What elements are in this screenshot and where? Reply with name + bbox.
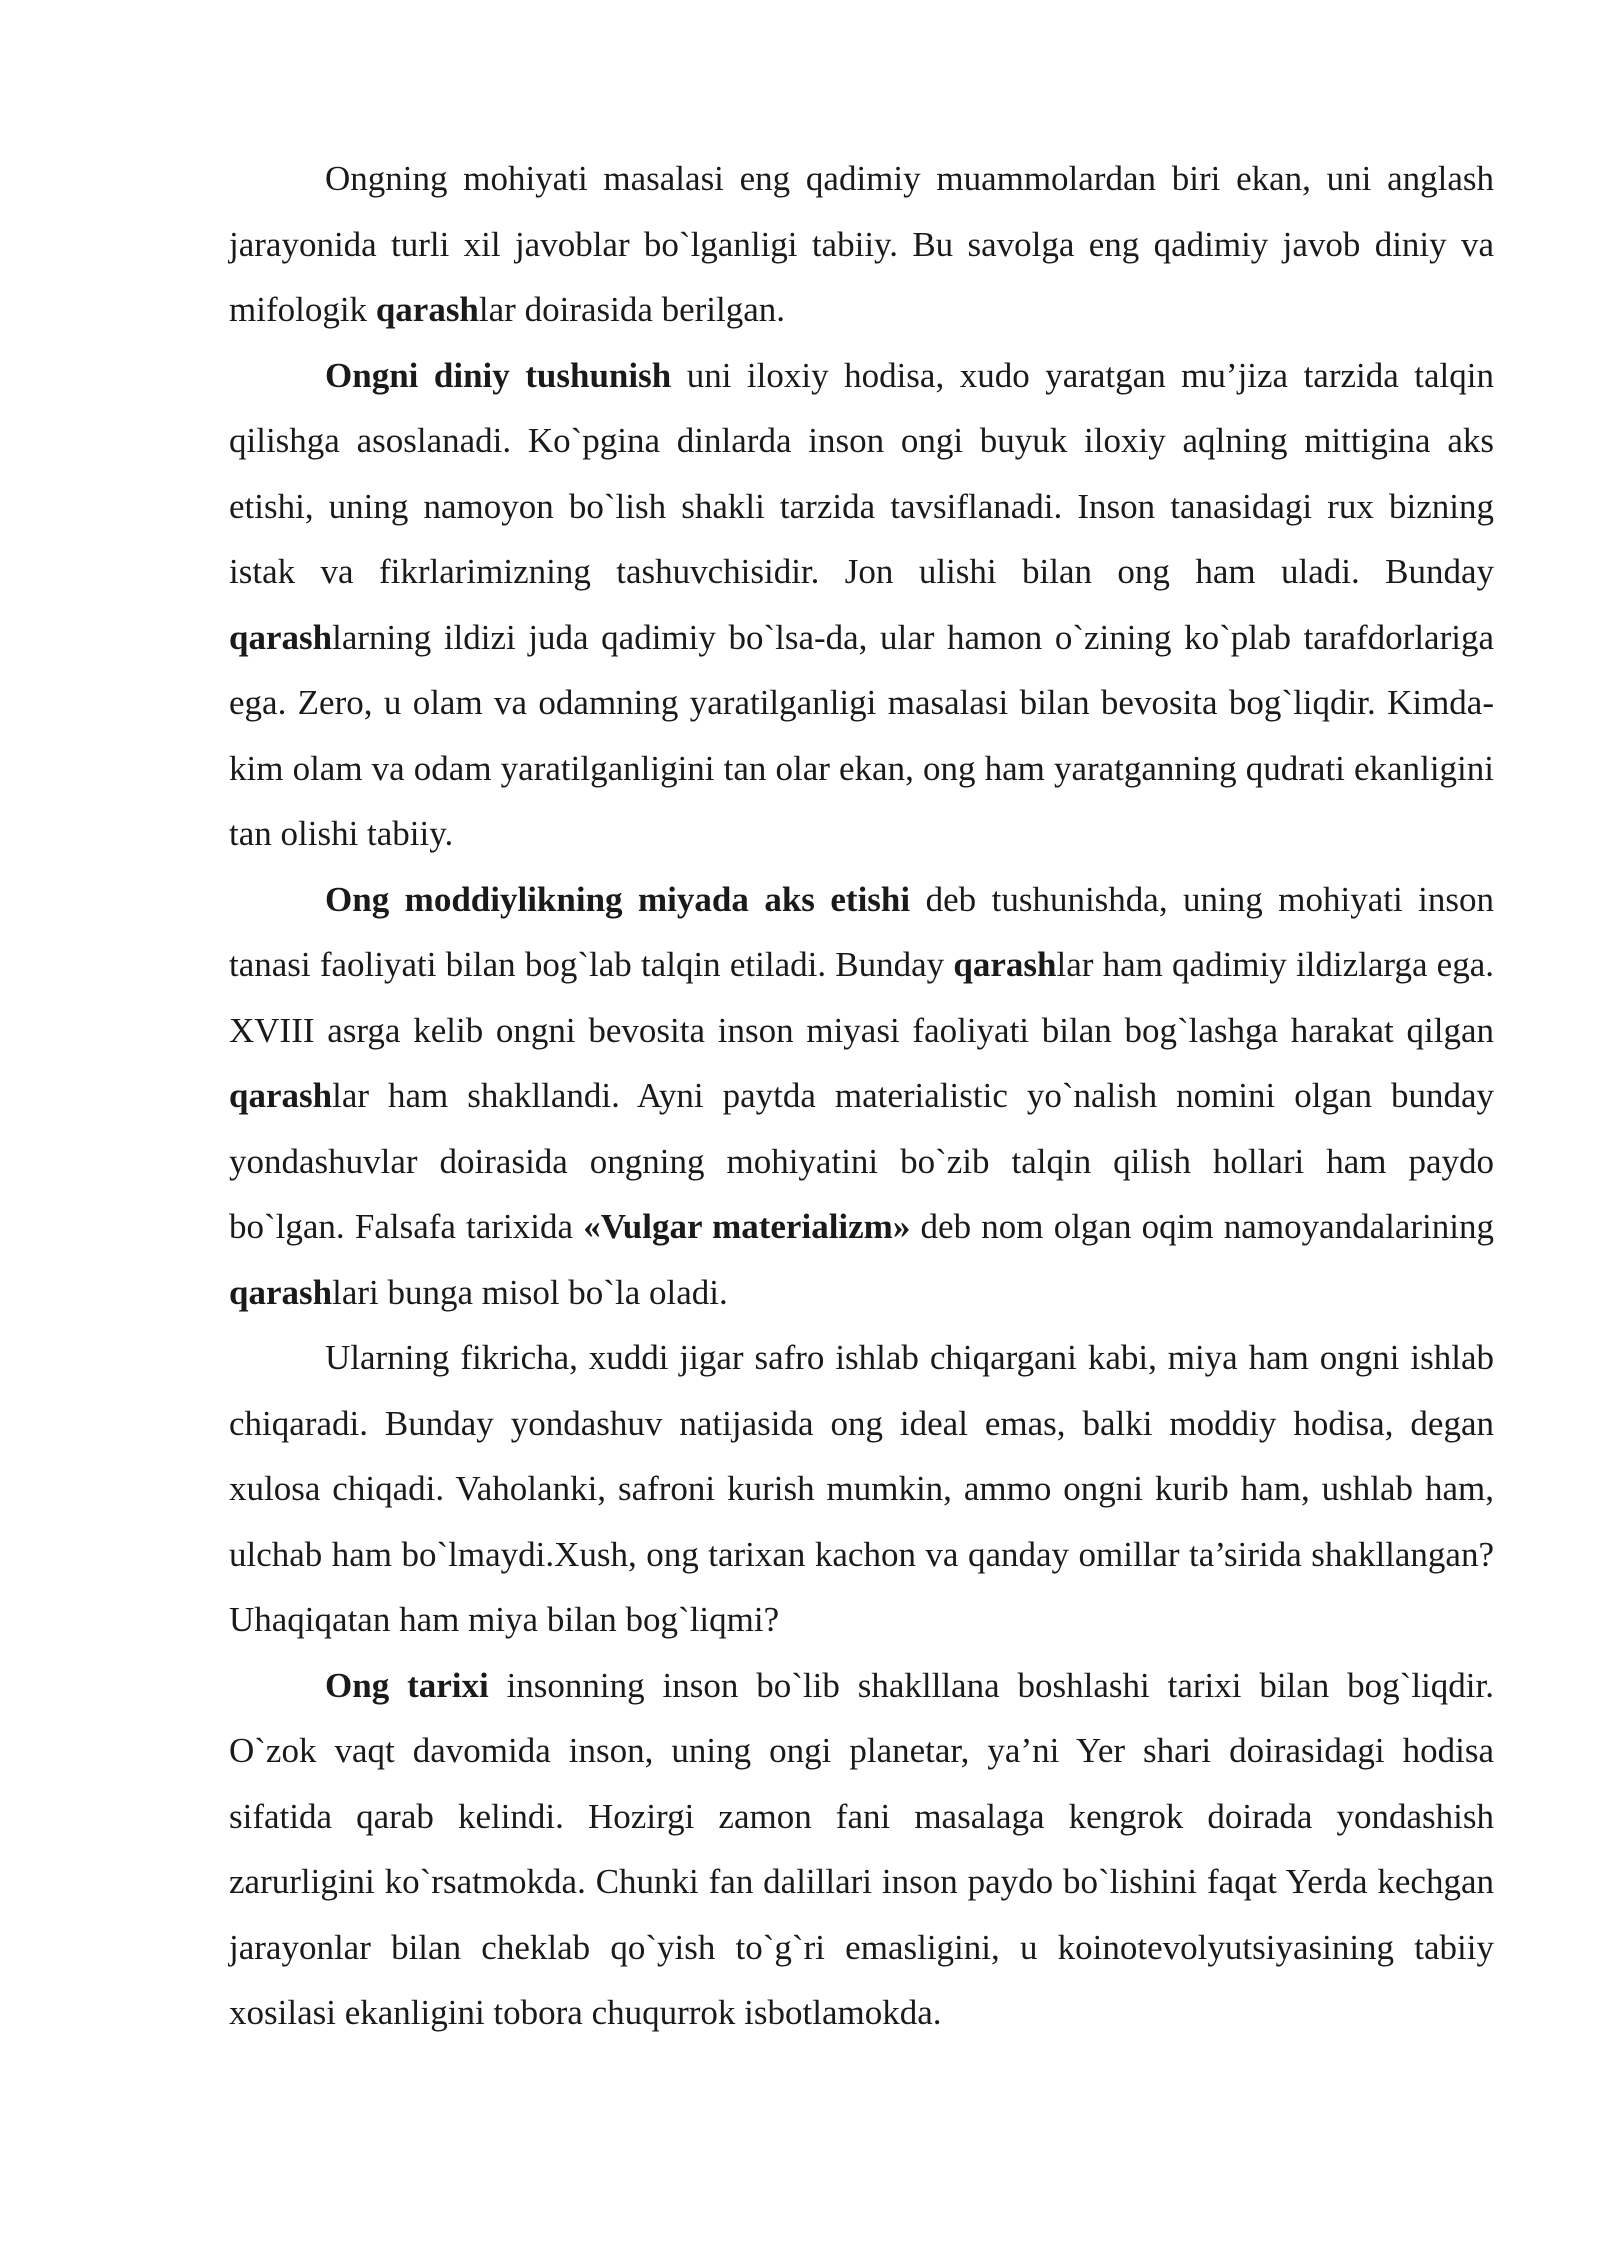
paragraph-2: [229, 343, 1494, 867]
paragraph-3: [229, 867, 1494, 1326]
text-run: lar doirasida berilgan.: [478, 290, 786, 329]
text-run: insonning inson bo`lib shaklllana boshlashi tarixi bilan bog`liqdir. O`zok vaqt davomida inson, uning ongi planetar, ya’ni Yer shari doirasidagi hodisa sifatida qarab kelindi. Hozirgi zamon fani masalaga kengrok doirada yondashish zarurligini ko`rsatmokda. Chunki fan dalillari inson paydo bo`lishini faqat Yerda kechgan jarayonlar bilan cheklab qo`yish to`g`ri emasligini, u koinotevolyutsiyasining tabiiy xosilasi ekanligini tobora chuqurrok isbotlamokda.: [229, 1665, 1494, 2032]
paragraph-4: [229, 1325, 1494, 1653]
text-run: lari bunga misol bo`la oladi.: [332, 1272, 728, 1312]
text-run: deb tushunishda, uning mohiyati inson tanasi faoliyati bilan bog`lab talqin etiladi. Bunday: [229, 879, 1494, 984]
bold-term: qarash: [229, 1272, 333, 1312]
text-run: lar ham shakllandi. Ayni paytda materialistic yo`nalish nomini olgan bunday yondashuvlar doirasida ongning mohiyatini bo`zib talqin qilish hollari ham paydo bo`lgan. Falsafa tarixida: [229, 1076, 1494, 1246]
text-run: larning ildizi juda qadimiy bo`lsa-da, ular hamon o`zining ko`plab tarafdorlariga ega. Zero, u olam va odamning yaratilganligi masalasi bilan bevosita bog`liqdir. Kimda-kim olam va odam yaratilganligini tan olar ekan, ong ham yaratganning qudrati ekanligini tan olishi tabiiy.: [229, 617, 1494, 853]
bold-term: qarash: [953, 945, 1057, 984]
paragraph-5: [229, 1653, 1494, 2046]
bold-term: Ong moddiylikning miyada aks etishi: [325, 879, 911, 919]
bold-term: qarash: [229, 617, 333, 657]
bold-term: «Vulgar materializm»: [583, 1207, 911, 1246]
text-run: Ongning mohiyati masalasi eng qadimiy muammolardan biri ekan, uni anglash jarayonida turli xil javoblar bo`lganligi tabiiy. Bu savolga eng qadimiy javob diniy va mifologik: [229, 159, 1494, 329]
text-run: lar ham qadimiy ildizlarga ega. XVIII asrga kelib ongni bevosita inson miyasi faoliyati bilan bog`lashga harakat qilgan: [229, 945, 1494, 1050]
document-page: [229, 146, 1494, 2046]
text-run: Ularning fikricha, xuddi jigar safro ishlab chiqargani kabi, miya ham ongni ishlab chiqaradi. Bunday yondashuv natijasida ong ideal emas, balki moddiy hodisa, degan xulosa chiqadi. Vaholanki, safroni kurish mumkin, ammo ongni kurib ham, ushlab ham, ulchab ham bo`lmaydi.Xush, ong tarixan kachon va qanday omillar ta’sirida shakllangan? Uhaqiqatan ham miya bilan bog`liqmi?: [229, 1338, 1494, 1639]
bold-term: qarash: [229, 1076, 333, 1115]
paragraph-1: [229, 146, 1494, 343]
text-run: deb nom olgan oqim namoyandalarining: [910, 1207, 1494, 1246]
bold-term: Ongni diniy tushunish: [325, 355, 672, 395]
bold-term: Ong tarixi: [325, 1665, 489, 1705]
bold-term: qarash: [375, 290, 479, 329]
text-run: uni iloxiy hodisa, xudo yaratgan mu’jiza tarzida talqin qilishga asoslanadi. Ko`pgina dinlarda inson ongi buyuk iloxiy aqlning mittigina aks etishi, uning namoyon bo`lish shakli tarzida tavsiflanadi. Inson tanasidagi rux bizning istak va fikrlarimizning tashuvchisidir. Jon ulishi bilan ong ham uladi. Bunday: [229, 355, 1494, 591]
